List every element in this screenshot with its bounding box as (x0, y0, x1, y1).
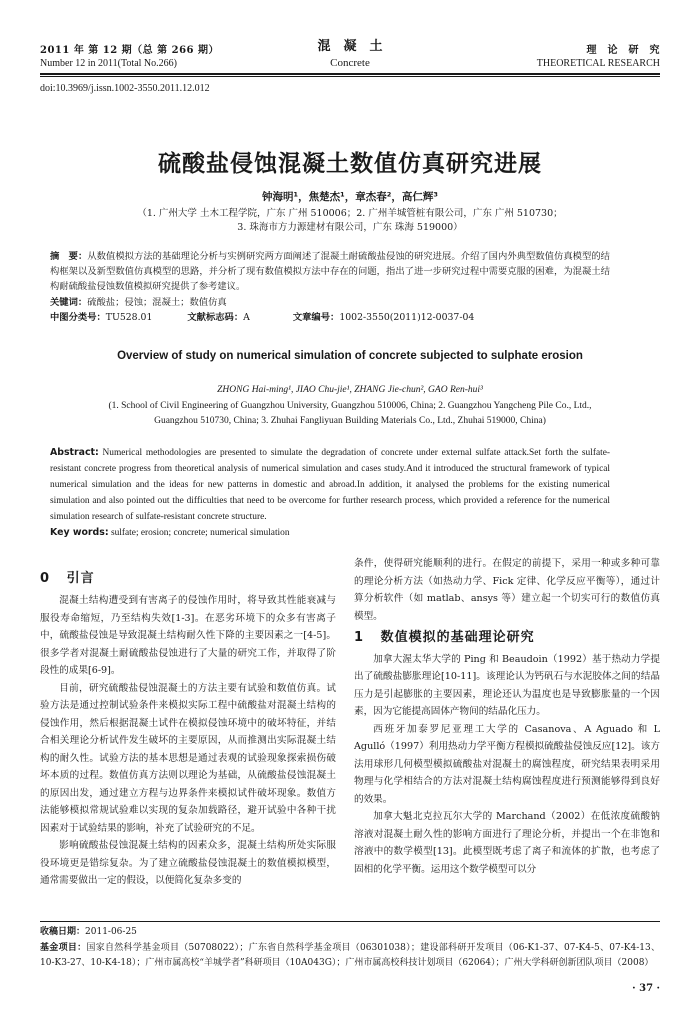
article-no-value: 1002-3550(2011)12-0037-04 (339, 312, 475, 323)
paragraph: 影响硫酸盐侵蚀混凝土结构的因素众多，混凝土结构所处实际服役环境更是错综复杂。为了建立硫酸盐侵蚀混凝土的数值模拟模型，通常需要做出一定的假设，以便简化复杂多变的 (40, 840, 336, 886)
paragraph: 目前，研究硫酸盐侵蚀混凝土的方法主要有试验和数值仿真。试验方法是通过控制试验条件来模拟实际工程中硫酸盐对混凝土结构的侵蚀作用，然后根据混凝土试件在模拟侵蚀环境中的破坏特征，并结合相关理论分析试件发生破坏的主要原因，从而推测出实际混凝土结构的耐久性。试验方法的基本思想是通过表观的试验现象探索损伤破坏本质的过程。数值仿真方法则以理论为基础，从硫酸盐侵蚀混凝土的原因出发，通过建立方程与边界条件来模拟试件破坏现象。数值方法能够模拟常规试验难以实现的复杂加载路径，避开试验中各种干扰因素对于试验结果的影响，补充了试验研究的不足。 (40, 682, 336, 834)
classification-line (50, 310, 610, 325)
fund-info (40, 941, 660, 971)
section-1-heading (354, 629, 660, 647)
paragraph: 混凝土结构遭受到有害离子的侵蚀作用时，将导致其性能衰减与服役寿命缩短，乃至结构失效[1-3]。在恶劣环境下的众多有害离子中，硫酸盐侵蚀是导致混凝土结构耐久性下降的主要因素之一[4-5]。很多学者对混凝土耐硫酸盐侵蚀进行了大量的研究工作，并取得了阶段性的成果[6-9]。 (40, 595, 336, 676)
paragraph: 加拿大渥太华大学的 Ping 和 Beaudoin（1992）基于热动力学提出了硫酸盐膨胀理论[10-11]。该理论认为钙矾石与水泥胶体之间的结晶压力是引起膨胀的主要因素，理论还认为温度也是导致膨胀量的一个因素，因为它能提高固体产物间的结晶化压力。 (354, 653, 660, 717)
title-en: Overview of study on numerical simulation of concrete subjected to sulphate erosion (117, 350, 583, 362)
doc-code-label: 文献标志码： (187, 312, 244, 323)
paragraph: 加拿大魁北克拉瓦尔大学的 Marchand（2002）在低浓度硫酸钠溶液对混凝土耐久性的影响方面进行了理论分析，并提出一个在非饱和溶液中的数学模型[13]。此模型既考虑了离子和流体的扩散，也考虑了固相的化学平衡。运用这个数学模型可以分 (354, 811, 660, 875)
keywords-en-label: Key words: (50, 527, 109, 538)
issue-en: Number 12 in 2011(Total No.266) (40, 58, 177, 69)
received-value: 2011-06-25 (85, 927, 137, 937)
section-0-heading (40, 567, 95, 586)
abstract-en-label: Abstract: (50, 447, 99, 458)
authors-cn: 钟海明¹，焦楚杰¹，章杰春²，高仁辉³ (262, 191, 438, 203)
affiliation-cn-2: 3. 珠海市方力源建材有限公司，广东 珠海 519000） (237, 222, 463, 233)
right-column (354, 555, 660, 878)
journal-en: Concrete (330, 57, 370, 69)
received-label: 收稿日期： (40, 927, 86, 937)
keywords-en-text: sulfate; erosion; concrete; numerical simulation (110, 528, 290, 538)
abstract-en-text: Numerical methodologies are presented to simulate the degradation of concrete under external sulfate attack.Set forth the sulfate-resistant concrete progress from theoretical analysis of numerical simulation and cases study.And it introduced the structural framework of typical numerical simulation and the ideas for new patterns in domestic and abroad.In addition, it analysed the problems for the existing numerical simulation and also pointed out the difficulties that need to be overcome for further research process, which provided a reference for the numerical simulation research of sulfate-resistant concrete structure. (50, 448, 611, 522)
section-0-number: 0 (40, 571, 51, 586)
keywords-cn-label: 关键词： (50, 297, 88, 308)
affiliation-en-2: Guangzhou 510730, China; 3. Zhuhai Fangliyuan Building Materials Co., Ltd., Zhuhai 519000, China) (154, 416, 546, 426)
journal-cn: 混 凝 土 (317, 39, 383, 54)
fund-value: 国家自然科学基金项目（50708022）；广东省自然科学基金项目（06301038）；建设部科研开发项目（06-K1-37、07-K4-5、07-K4-13、10-K3-27、10-K4-18）；广州市属高校“羊城学者”科研项目（10A043G）；广州市属高校科技计划项目（62064）；广州大学科研创新团队项目（2008） (40, 943, 660, 968)
footnote-rule (40, 921, 660, 922)
article-no-label: 文章编号： (292, 312, 340, 323)
section-0-title: 引言 (66, 571, 95, 586)
issue-cn: 2011 年 第 12 期（总 第 266 期） (40, 45, 219, 56)
header-rule (40, 73, 660, 75)
section-1-number: 1 (354, 630, 365, 645)
header-rule-thin (40, 76, 660, 77)
abstract-cn (50, 249, 610, 294)
received-date (40, 925, 660, 940)
left-column (40, 592, 336, 890)
page-number: · 37 · (632, 983, 660, 994)
abstract-cn-text: 从数值模拟方法的基础理论分析与实例研究两方面阐述了混凝土耐硫酸盐侵蚀的研究进展。介绍了国内外典型数值仿真模型的结构框架以及新型数值仿真模型的思路，并分析了现有数值模拟方法中存在的问题，指出了进一步研究过程中需要克服的困难，为混凝土结构耐硫酸盐侵蚀数值模拟研究提供了参考建议。 (50, 251, 610, 292)
affiliation-en-1: (1. School of Civil Engineering of Guangzhou University, Guangzhou 510006, China; 2. Guangzhou Yangcheng Pile Co., Ltd., (108, 401, 592, 411)
affiliation-cn-1: （1. 广州大学 土木工程学院，广东 广州 510006；2. 广州羊城管桩有限公司，广东 广州 510730； (137, 208, 563, 219)
fund-label: 基金项目： (40, 943, 87, 953)
paragraph: 条件，使得研究能顺利的进行。在假定的前提下，采用一种或多种可靠的理论分析方法（如热动力学、Fick 定律、化学反应平衡等），通过计算分析软件（如 matlab、ansys 等）建立起一个切实可行的数值仿真模型。 (354, 558, 660, 622)
authors-en: ZHONG Hai-ming¹, JIAO Chu-jie¹, ZHANG Jie-chun², GAO Ren-hui³ (217, 385, 483, 395)
abstract-en (50, 445, 610, 525)
clc-value: TU528.01 (105, 312, 153, 323)
clc-label: 中图分类号： (50, 312, 106, 323)
section-cn: 理 论 研 究 (586, 45, 660, 56)
section-1-title: 数值模拟的基础理论研究 (380, 630, 535, 645)
keywords-cn (50, 295, 610, 310)
abstract-cn-label: 摘 要： (50, 251, 88, 262)
doc-code-value: A (243, 312, 250, 323)
keywords-en (50, 525, 610, 541)
doi: doi:10.3969/j.issn.1002-3550.2011.12.012 (40, 83, 210, 94)
page-title: 硫酸盐侵蚀混凝土数值仿真研究进展 (158, 151, 542, 177)
keywords-cn-text: 硫酸盐；侵蚀；混凝土；数值仿真 (87, 297, 227, 308)
paragraph: 西班牙加泰罗尼亚理工大学的 Casanova、A Aguado 和 L Agulló（1997）利用热动力学平衡方程模拟硫酸盐侵蚀反应[12]。该方法用球形几何模型模拟硫酸盐对混凝土的腐蚀程度，研究结果表明采用物理与化学相结合的方法对混凝土结构腐蚀程度进行预测能够得到良好的效果。 (354, 723, 660, 805)
section-en: THEORETICAL RESEARCH (536, 58, 660, 69)
